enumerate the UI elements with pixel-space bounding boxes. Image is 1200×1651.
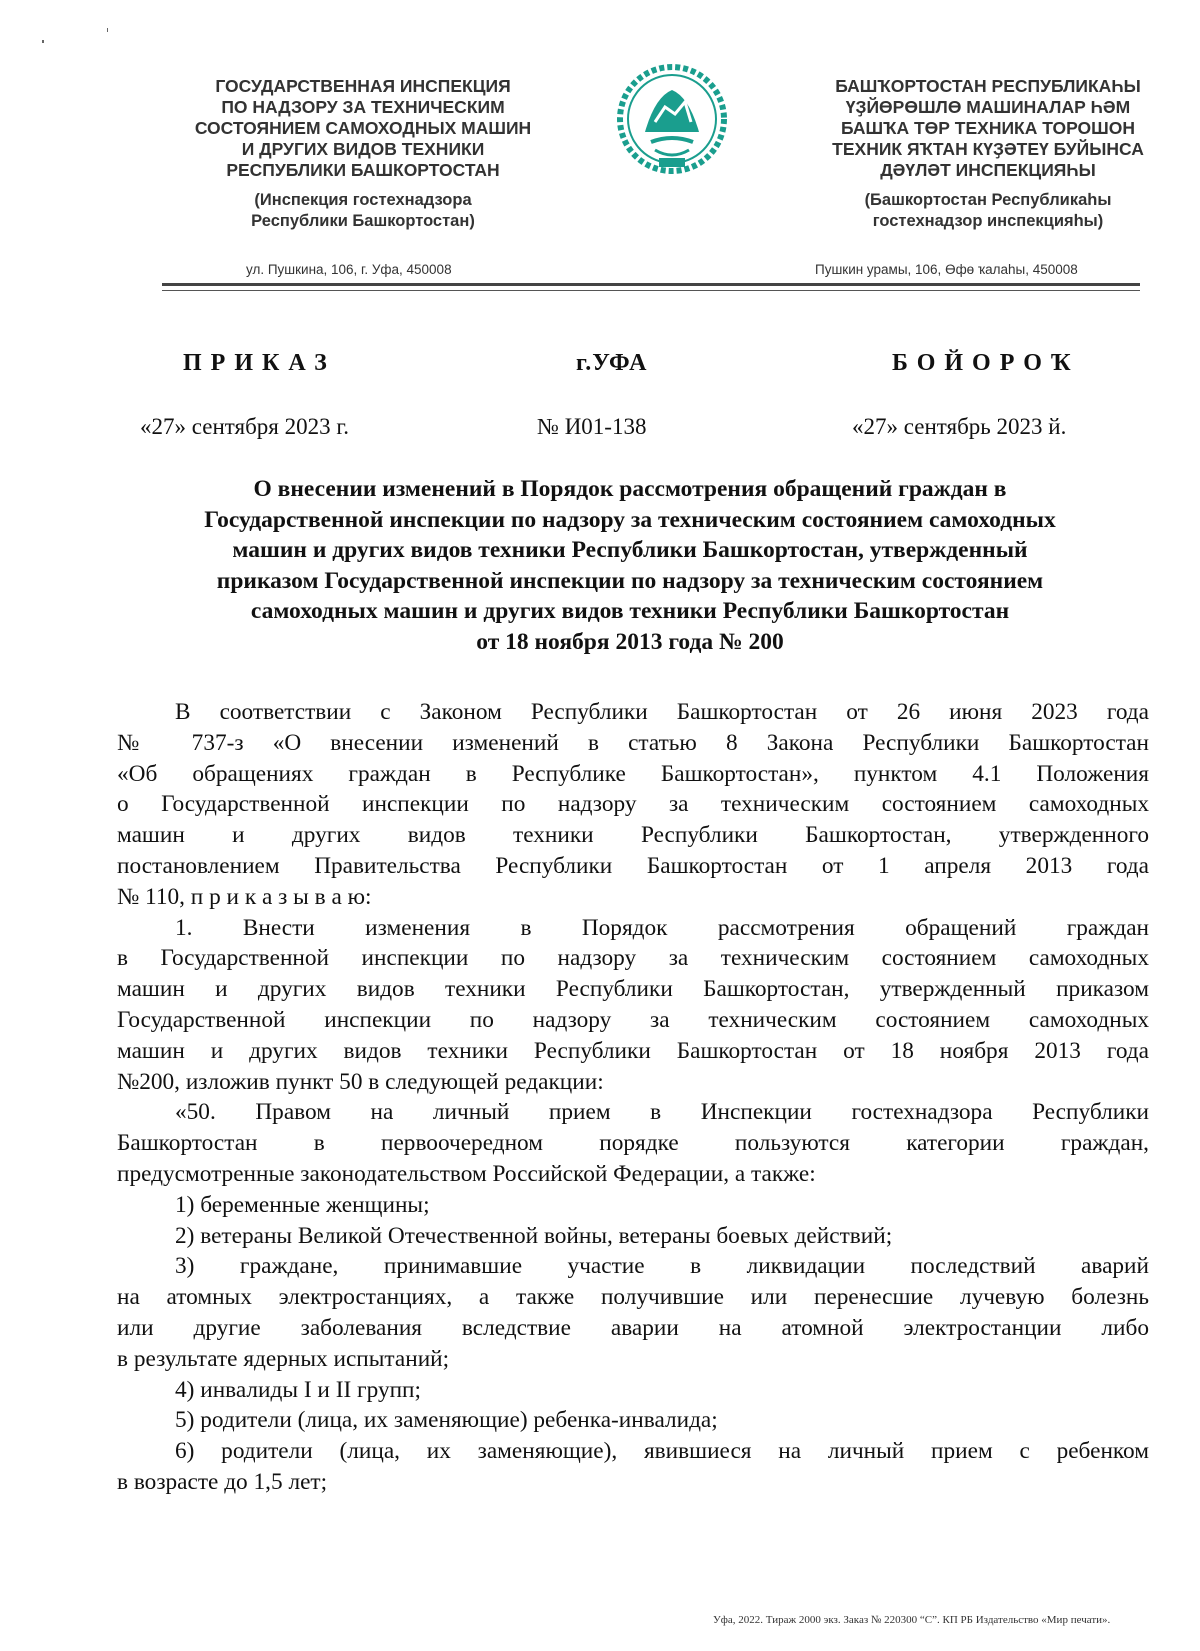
agency-name-line: И ДРУГИХ ВИДОВ ТЕХНИКИ (241, 139, 485, 159)
body-line: машин и других видов техники Республики Башкортостан, утвержденного (117, 822, 1149, 849)
body-line: на атомных электростанциях, а также получившие или перенесшие лучевую болезнь (117, 1284, 1149, 1311)
body-line: предусмотренные законодательством Российской Федерации, а также: (117, 1160, 816, 1187)
agency-name-line: ДӘҮЛӘТ ИНСПЕКЦИЯҺЫ (880, 160, 1096, 180)
agency-name-line: ҮҘЙӨРӨШЛӨ МАШИНАЛАР ҺӘМ (845, 97, 1131, 117)
agency-name-line: ГОСУДАРСТВЕННАЯ ИНСПЕКЦИЯ (215, 76, 511, 96)
agency-name-line: БАШҠОРТОСТАН РЕСПУБЛИКАҺЫ (835, 76, 1141, 96)
body-line: 1. Внести изменения в Порядок рассмотрения обращений граждан (175, 914, 1149, 941)
body-line: в результате ядерных испытаний; (117, 1345, 450, 1372)
order-date-ru: «27» сентября 2023 г. (140, 414, 349, 439)
title-line: от 18 ноября 2013 года № 200 (476, 628, 784, 655)
agency-short-line: (Инспекция гостехнадзора (254, 191, 472, 209)
address-ru: ул. Пушкина, 106, г. Уфа, 450008 (246, 262, 452, 277)
body-line: или другие заболевания вследствие аварии на атомной электростанции либо (117, 1314, 1149, 1341)
body-line: №200, изложив пункт 50 в следующей редакции: (117, 1068, 604, 1095)
letterhead-right (788, 76, 1188, 232)
order-type-ru: ПРИКАЗ (183, 350, 336, 376)
body-line: Башкортостан в первоочередном порядке пользуются категории граждан, (117, 1130, 1149, 1157)
body-line: 2) ветераны Великой Отечественной войны, ветераны боевых действий; (175, 1222, 893, 1249)
order-number: № И01-138 (537, 414, 647, 439)
title-line: самоходных машин и других видов техники Республики Башкортостан (250, 598, 1010, 624)
agency-short-name-ru (163, 190, 563, 232)
body-line: «50. Правом на личный прием в Инспекции гостехнадзора Республики (175, 1099, 1149, 1126)
scan-speck (42, 40, 44, 43)
body-line: Государственной инспекции по надзору за техническим состоянием самоходных (117, 1006, 1149, 1033)
body-line: 6) родители (лица, их заменяющие), явившиеся на личный прием с ребенком (175, 1438, 1149, 1465)
agency-name-line: ПО НАДЗОРУ ЗА ТЕХНИЧЕСКИМ (221, 97, 505, 117)
agency-name-line: СОСТОЯНИЕМ САМОХОДНЫХ МАШИН (194, 118, 532, 138)
coat-of-arms-emblem (615, 62, 729, 180)
body-line: 1) беременные женщины; (175, 1191, 430, 1218)
print-imprint: Уфа, 2022. Тираж 2000 экз. Заказ № 220300 “С”. КП РБ Издательство «Мир печати». (713, 1614, 1111, 1626)
address-ba: Пушкин урамы, 106, Өфө ҡалаһы, 450008 (815, 262, 1078, 277)
order-city: г.УФА (576, 350, 648, 376)
body-line: № 737-з «О внесении изменений в статью 8 Закона Республики Башкортостан (117, 729, 1149, 756)
agency-name-line: БАШҠА ТӨР ТЕХНИКА ТОРОШОН (841, 118, 1135, 138)
agency-name-ba (788, 76, 1188, 181)
body-line: машин и других видов техники Республики Башкортостан от 18 ноября 2013 года (117, 1037, 1149, 1064)
agency-name-line: ТЕХНИК ЯҠТАН КҮҘӘТЕҮ БУЙЫНСА (832, 139, 1144, 159)
body-line: в Государственной инспекции по надзору за техническим состоянием самоходных (117, 945, 1149, 972)
agency-short-line: (Башкортостан Республикаһы (864, 191, 1112, 209)
title-line: машин и других видов техники Республики Башкортостан, утвержденный (232, 537, 1028, 563)
title-line: Государственной инспекции по надзору за техническим состоянием самоходных (204, 506, 1056, 533)
body-line: машин и других видов техники Республики Башкортостан, утвержденный приказом (117, 976, 1149, 1003)
order-title (110, 474, 1150, 657)
body-line: «Об обращениях граждан в Республике Башкортостан», пунктом 4.1 Положения (117, 760, 1149, 787)
scan-speck (107, 28, 108, 32)
letterhead-left (163, 76, 563, 232)
title-line: приказом Государственной инспекции по надзору за техническим состоянием (216, 567, 1044, 594)
agency-name-ru (163, 76, 563, 181)
agency-name-line: РЕСПУБЛИКИ БАШКОРТОСТАН (226, 160, 500, 180)
order-date-ba: «27» сентябрь 2023 й. (852, 414, 1067, 439)
body-line: о Государственной инспекции по надзору за техническим состоянием самоходных (117, 791, 1149, 818)
agency-short-line: гостехнадзор инспекцияһы) (872, 212, 1104, 230)
body-line: 4) инвалиды I и II групп; (175, 1376, 421, 1403)
body-line: 5) родители (лица, их заменяющие) ребенка-инвалида; (175, 1407, 718, 1434)
body-line: постановлением Правительства Республики Башкортостан от 1 апреля 2013 года (117, 852, 1149, 879)
agency-short-line: Республики Башкортостан) (251, 212, 475, 230)
header-divider-thin (162, 290, 1140, 291)
header-divider (162, 283, 1140, 286)
order-type-ba: БОЙОРОҠ (892, 350, 1080, 376)
order-body (117, 697, 1149, 1498)
body-line: 3) граждане, принимавшие участие в ликвидации последствий аварий (175, 1253, 1149, 1280)
agency-short-name-ba (788, 190, 1188, 232)
body-line: в возрасте до 1,5 лет; (117, 1468, 328, 1495)
body-line: № 110, п р и к а з ы в а ю: (117, 883, 372, 910)
title-line: О внесении изменений в Порядок рассмотрения обращений граждан в (253, 476, 1007, 502)
body-line: В соответствии с Законом Республики Башкортостан от 26 июня 2023 года (175, 699, 1149, 725)
